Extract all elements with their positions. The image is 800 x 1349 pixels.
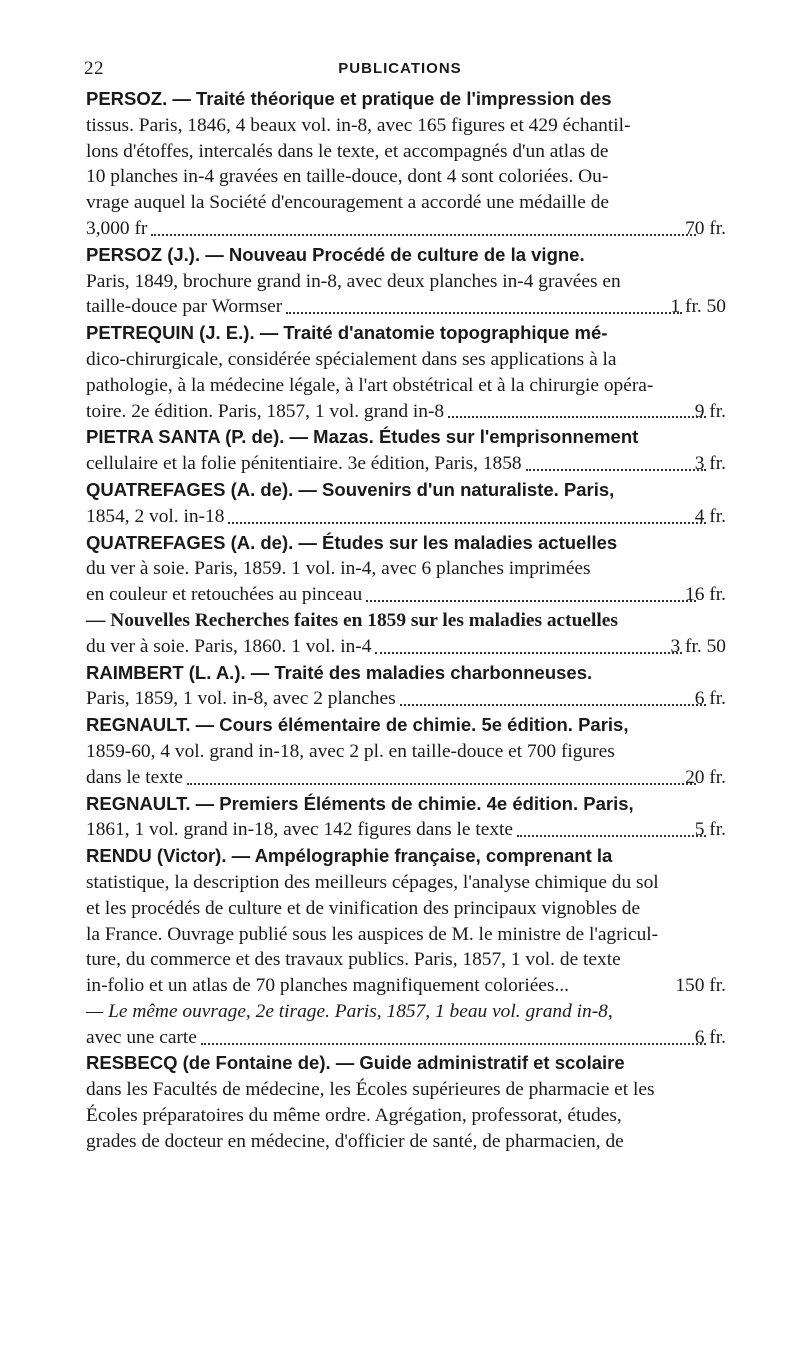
catalogue-entry: [86, 424, 726, 477]
entry-line: ture, du commerce et des travaux publics. Paris, 1857, 1 vol. de texte: [86, 949, 621, 971]
price-line: [86, 582, 726, 608]
catalogue-entry: [86, 320, 726, 424]
entry-line-text: PERSOZ. — Traité théorique et pratique de l'impression des: [86, 88, 612, 109]
price-line: [86, 504, 726, 530]
dot-leader: [201, 1043, 706, 1045]
price-line: [86, 399, 726, 425]
entry-line-text: RESBECQ (de Fontaine de). — Guide administratif et scolaire: [86, 1052, 625, 1074]
dot-leader: [448, 416, 706, 418]
price-line-text: toire. 2e édition. Paris, 1857, 1 vol. grand in-8: [86, 400, 445, 422]
entry-line: dans les Facultés de médecine, les Écoles supérieures de pharmacie et les: [86, 1079, 655, 1101]
catalogue-text: [86, 86, 726, 1155]
price: 16 fr.: [685, 584, 726, 606]
entry-line-text: REGNAULT. — Premiers Éléments de chimie. 4e édition. Paris,: [86, 792, 634, 814]
entry-line-text: QUATREFAGES (A. de). — Études sur les maladies actuelles: [86, 531, 618, 553]
price: 70 fr.: [685, 217, 726, 239]
entry-line: lons d'étoffes, intercalés dans le texte, et accompagnés d'un atlas de: [86, 140, 609, 162]
catalogue-entry: [86, 608, 726, 660]
entry-line: dico-chirurgicale, considérée spécialement dans ses applications à la: [86, 348, 617, 370]
entry-line: [86, 424, 726, 451]
price: 3 fr.: [694, 453, 726, 475]
page-number: 22: [84, 58, 104, 79]
price: 150 fr.: [675, 975, 726, 997]
entry-line: [86, 530, 726, 557]
dot-leader: [526, 469, 706, 471]
entry-line: statistique, la description des meilleurs cépages, l'analyse chimique du sol: [86, 871, 659, 893]
entry-line-text: QUATREFAGES (A. de). — Souvenirs d'un naturaliste. Paris,: [86, 478, 615, 500]
entry-line: [86, 477, 726, 504]
catalogue-entry: [86, 242, 726, 320]
price-line-text: avec une carte: [86, 1026, 197, 1048]
entry-line: pathologie, à la médecine légale, à l'art obstétrical et à la chirurgie opéra-: [86, 374, 654, 396]
entry-line: Paris, 1849, brochure grand in-8, avec deux planches in-4 gravées en: [86, 270, 621, 292]
price: 3 fr. 50: [670, 635, 726, 657]
entry-line: du ver à soie. Paris, 1859. 1 vol. in-4, avec 6 planches imprimées: [86, 558, 591, 580]
catalogue-entry: [86, 1050, 726, 1154]
price-line: [86, 1025, 726, 1051]
entry-line-text: — Nouvelles Recherches faites en 1859 sur les maladies actuelles: [86, 609, 618, 631]
price-line-text: taille-douce par Wormser: [86, 296, 283, 318]
entry-line-text: — Le même ouvrage, 2e tirage. Paris, 1857, 1 beau vol. grand in-8,: [86, 1000, 613, 1022]
dot-leader: [573, 991, 686, 993]
catalogue-entry: [86, 530, 726, 608]
price: 9 fr.: [694, 400, 726, 422]
price: 4 fr.: [694, 505, 726, 527]
price-line-text: du ver à soie. Paris, 1860. 1 vol. in-4: [86, 635, 372, 657]
entry-line: 1859-60, 4 vol. grand in-18, avec 2 pl. en taille-douce et 700 figures: [86, 740, 615, 762]
catalogue-entry: [86, 477, 726, 530]
entry-line-text: PERSOZ (J.). — Nouveau Procédé de culture de la vigne.: [86, 243, 585, 265]
price: 1 fr. 50: [670, 296, 726, 318]
entry-line: grades de docteur en médecine, d'officier de santé, de pharmacien, de: [86, 1130, 624, 1152]
dot-leader: [286, 312, 681, 314]
catalogue-entry: [86, 86, 726, 242]
catalogue-entry: [86, 712, 726, 790]
entry-line-text: REGNAULT. — Cours élémentaire de chimie. 5e édition. Paris,: [86, 714, 629, 736]
running-title: PUBLICATIONS: [338, 60, 462, 77]
dot-leader: [517, 835, 706, 837]
price-line: [86, 686, 726, 712]
entry-line-text: RENDU (Victor). — Ampélographie française, comprenant la: [86, 845, 613, 867]
price: 6 fr.: [694, 688, 726, 710]
entry-line-text: PETREQUIN (J. E.). — Traité d'anatomie topographique mé-: [86, 322, 608, 344]
entry-line: [86, 242, 726, 269]
price-line: [86, 973, 726, 999]
dot-leader: [228, 522, 705, 524]
price-line-text: 1854, 2 vol. in-18: [86, 505, 225, 527]
entry-line: la France. Ouvrage publié sous les auspices de M. le ministre de l'agricul-: [86, 923, 659, 945]
entry-line: 10 planches in-4 gravées en taille-douce, dont 4 sont coloriées. Ou-: [86, 166, 609, 188]
price: 6 fr.: [694, 1026, 726, 1048]
price-line-text: en couleur et retouchées au pinceau: [86, 584, 363, 606]
entry-line: tissus. Paris, 1846, 4 beaux vol. in-8, avec 165 figures et 429 échantil-: [86, 114, 631, 136]
entry-line: vrage auquel la Société d'encouragement a accordé une médaille de: [86, 192, 610, 214]
price: 5 fr.: [694, 819, 726, 841]
dot-leader: [375, 652, 681, 654]
price-line-text: 1861, 1 vol. grand in-18, avec 142 figures dans le texte: [86, 819, 514, 841]
dot-leader: [400, 704, 706, 706]
entry-line: [86, 1050, 726, 1077]
entry-line: [86, 791, 726, 818]
price-line-text: Paris, 1859, 1 vol. in-8, avec 2 planches: [86, 688, 396, 710]
price-line-text: dans le texte: [86, 766, 183, 788]
catalogue-entry: [86, 791, 726, 844]
catalogue-entry: [86, 660, 726, 713]
price-line-text: in-folio et un atlas de 70 planches magnifiquement coloriées...: [86, 975, 570, 997]
entry-line: [86, 660, 726, 687]
dot-leader: [187, 783, 696, 785]
entry-line: [86, 999, 726, 1025]
entry-line-text: RAIMBERT (L. A.). — Traité des maladies charbonneuses.: [86, 661, 593, 683]
entry-line: [86, 712, 726, 739]
entry-line: et les procédés de culture et de vinification des principaux vignobles de: [86, 897, 641, 919]
catalogue-entry: [86, 843, 726, 999]
entry-line: [86, 608, 726, 634]
price-line-text: 3,000 fr: [86, 217, 148, 239]
catalogue-entry: [86, 999, 726, 1051]
entry-line: Écoles préparatoires du même ordre. Agrégation, professorat, études,: [86, 1105, 622, 1127]
dot-leader: [366, 600, 696, 602]
entry-line: [86, 86, 726, 113]
dot-leader: [151, 234, 696, 236]
running-header: [84, 58, 716, 84]
price-line: [86, 216, 726, 242]
price-line: [86, 765, 726, 791]
price: 20 fr.: [685, 766, 726, 788]
entry-line: [86, 320, 726, 347]
entry-line-text: PIETRA SANTA (P. de). — Mazas. Études sur l'emprisonnement: [86, 426, 639, 448]
price-line: [86, 634, 726, 660]
price-line-text: cellulaire et la folie pénitentiaire. 3e édition, Paris, 1858: [86, 453, 522, 475]
price-line: [86, 817, 726, 843]
price-line: [86, 294, 726, 320]
entry-line: [86, 843, 726, 870]
price-line: [86, 451, 726, 477]
